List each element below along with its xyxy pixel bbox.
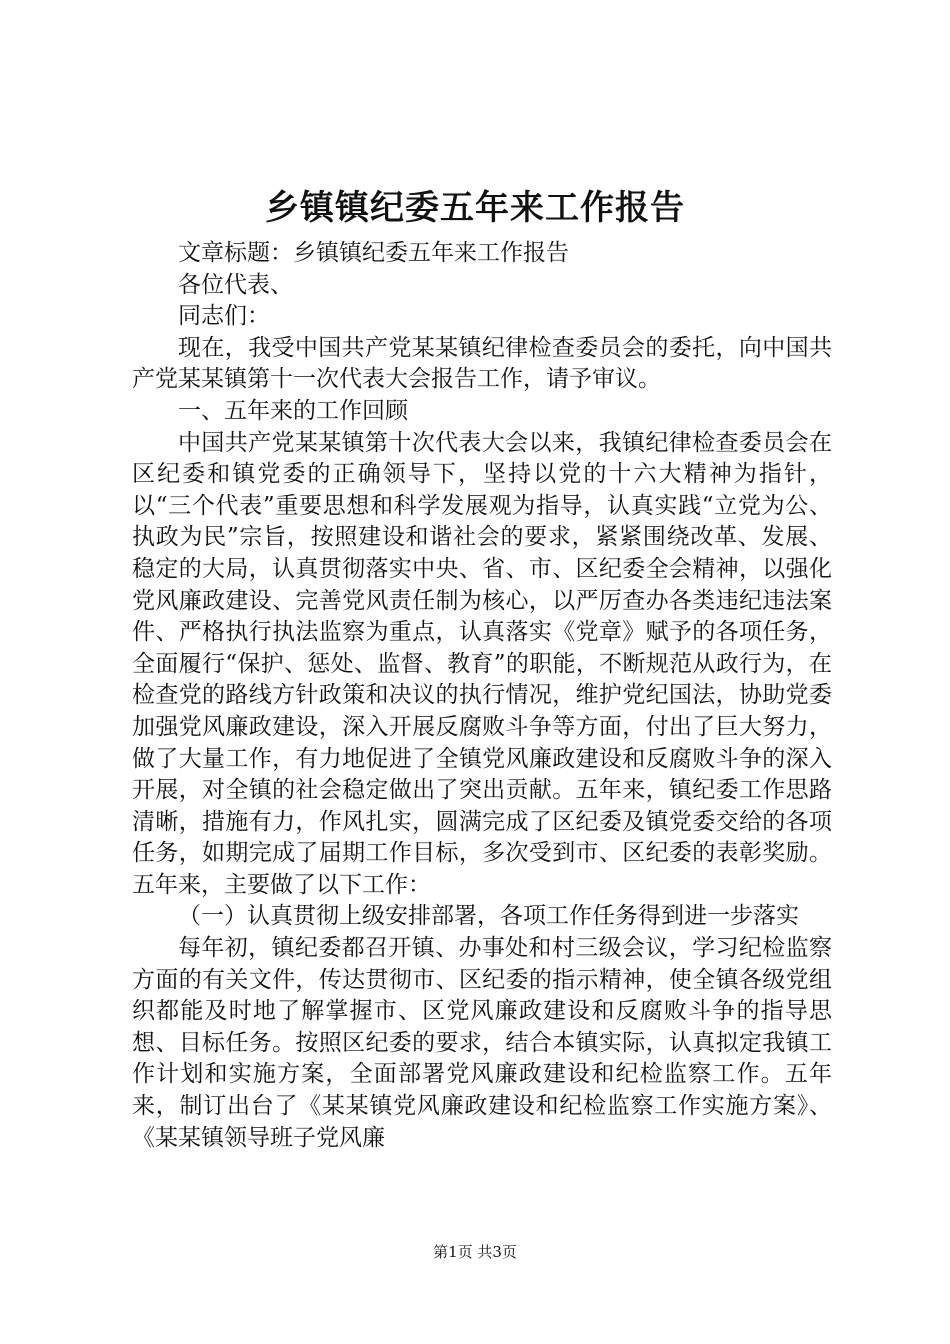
paragraph-intro: 现在，我受中国共产党某某镇纪律检查委员会的委托，向中国共产党某某镇第十一次代表大会报告工作，请予审议。 xyxy=(132,334,832,393)
section-heading-review: 一、五年来的工作回顾 xyxy=(178,397,408,424)
paragraph-salutation-delegates: 各位代表、 xyxy=(178,271,293,298)
paragraph-review-summary: 中国共产党某某镇第十次代表大会以来，我镇纪律检查委员会在区纪委和镇党委的正确领导下，坚持以党的十六大精神为指针，以“三个代表”重要思想和科学发展观为指导，认真实践“立党为公、执政为民”宗旨，按照建设和谐社会的要求，紧紧围绕改革、发展、稳定的大局，认真贯彻落实中央、省、市、区纪委全会精神，以强化党风廉政建设、完善党风责任制为核心，以严厉查办各类违纪违法案件、严格执行执法监察为重点，认真落实《党章》赋予的各项任务，全面履行“保护、惩处、监督、教育”的职能，不断规范从政行为，在检查党的路线方针政策和决议的执行情况，维护党纪国法，协助党委加强党风廉政建设，深入开展反腐败斗争等方面，付出了巨大努力，做了大量工作，有力地促进了全镇党风廉政建设和反腐败斗争的深入开展，对全镇的社会稳定做出了突出贡献。五年来，镇纪委工作思路清晰，措施有力，作风扎实，圆满完成了区纪委及镇党委交给的各项任务，如期完成了届期工作目标，多次受到市、区纪委的表彰奖励。五年来，主要做了以下工作： xyxy=(132,429,832,898)
page-indicator: 第1页 共3页 xyxy=(433,1243,517,1261)
document-title: 乡镇镇纪委五年来工作报告 xyxy=(265,188,685,228)
subsection-heading-1: （一）认真贯彻上级安排部署，各项工作任务得到进一步落实 xyxy=(178,903,799,930)
paragraph-subsection-1: 每年初，镇纪委都召开镇、办事处和村三级会议，学习纪检监察方面的有关文件，传达贯彻市、区纪委的指示精神，使全镇各级党组织都能及时地了解掌握市、区党风廉政建设和反腐败斗争的指导思想、目标任务。按照区纪委的要求，结合本镇实际，认真拟定我镇工作计划和实施方案，全面部署党风廉政建设和纪检监察工作。五年来，制订出台了《某某镇党风廉政建设和纪检监察工作实施方案》、《某某镇领导班子党风廉 xyxy=(132,935,832,1151)
paragraph-article-title: 文章标题：乡镇镇纪委五年来工作报告 xyxy=(178,240,569,266)
document-body xyxy=(132,238,832,1154)
paragraph-salutation-comrades: 同志们： xyxy=(178,303,270,330)
